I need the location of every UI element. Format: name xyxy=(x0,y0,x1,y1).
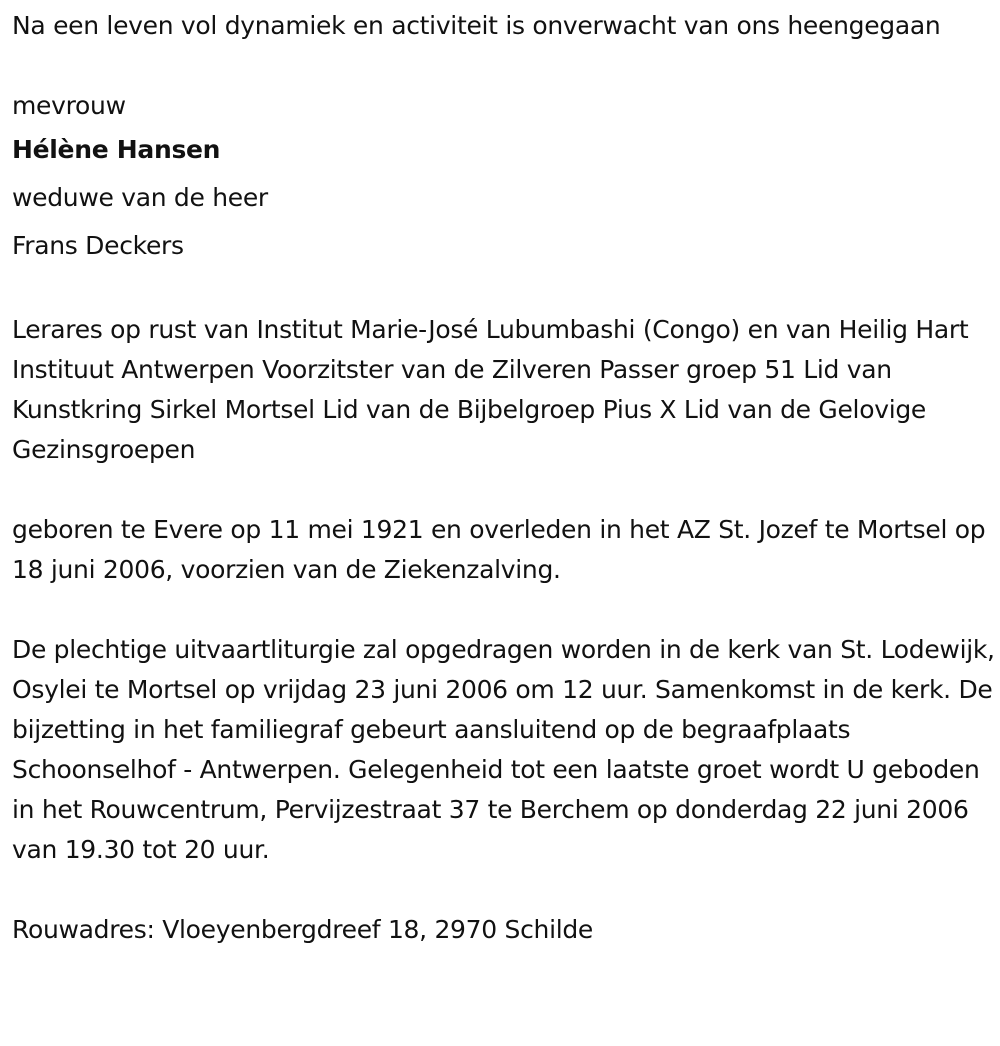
relation-text: weduwe van de heer xyxy=(12,183,268,212)
paragraph-gap xyxy=(12,470,997,510)
biography-paragraph: Lerares op rust van Institut Marie-José Lubumbashi (Congo) en van Heilig Hart Instituut Antwerpen Voorzitster van de Zilveren Passer groep 51 Lid van Kunstkring Sirkel Mortsel Lid van de Bijbelgroep Pius X Lid van de Gelovige Gezinsgroepen xyxy=(12,315,969,464)
paragraph-gap xyxy=(12,870,997,910)
paragraph-gap xyxy=(12,590,997,630)
intro-text: Na een leven vol dynamiek en activiteit is onverwacht van ons heengegaan xyxy=(12,11,941,40)
deceased-name: Hélène Hansen xyxy=(12,135,221,164)
birth-death-paragraph: geboren te Evere op 11 mei 1921 en overleden in het AZ St. Jozef te Mortsel op 18 juni 2006, voorzien van de Ziekenzalving. xyxy=(12,515,986,584)
paragraph-gap xyxy=(12,270,997,310)
death-notice xyxy=(12,0,997,950)
title-text: mevrouw xyxy=(12,91,126,120)
spouse-name: Frans Deckers xyxy=(12,231,184,260)
address-text: Rouwadres: Vloeyenbergdreef 18, 2970 Schilde xyxy=(12,915,594,944)
funeral-paragraph: De plechtige uitvaartliturgie zal opgedragen worden in de kerk van St. Lodewijk, Osylei te Mortsel op vrijdag 23 juni 2006 om 12 uur. Samenkomst in de kerk. De bijzetting in het familiegraf gebeurt aansluitend op de begraafplaats Schoonselhof - Antwerpen. Gelegenheid tot een laatste groet wordt U geboden in het Rouwcentrum, Pervijzestraat 37 te Berchem op donderdag 22 juni 2006 van 19.30 tot 20 uur. xyxy=(12,635,995,864)
